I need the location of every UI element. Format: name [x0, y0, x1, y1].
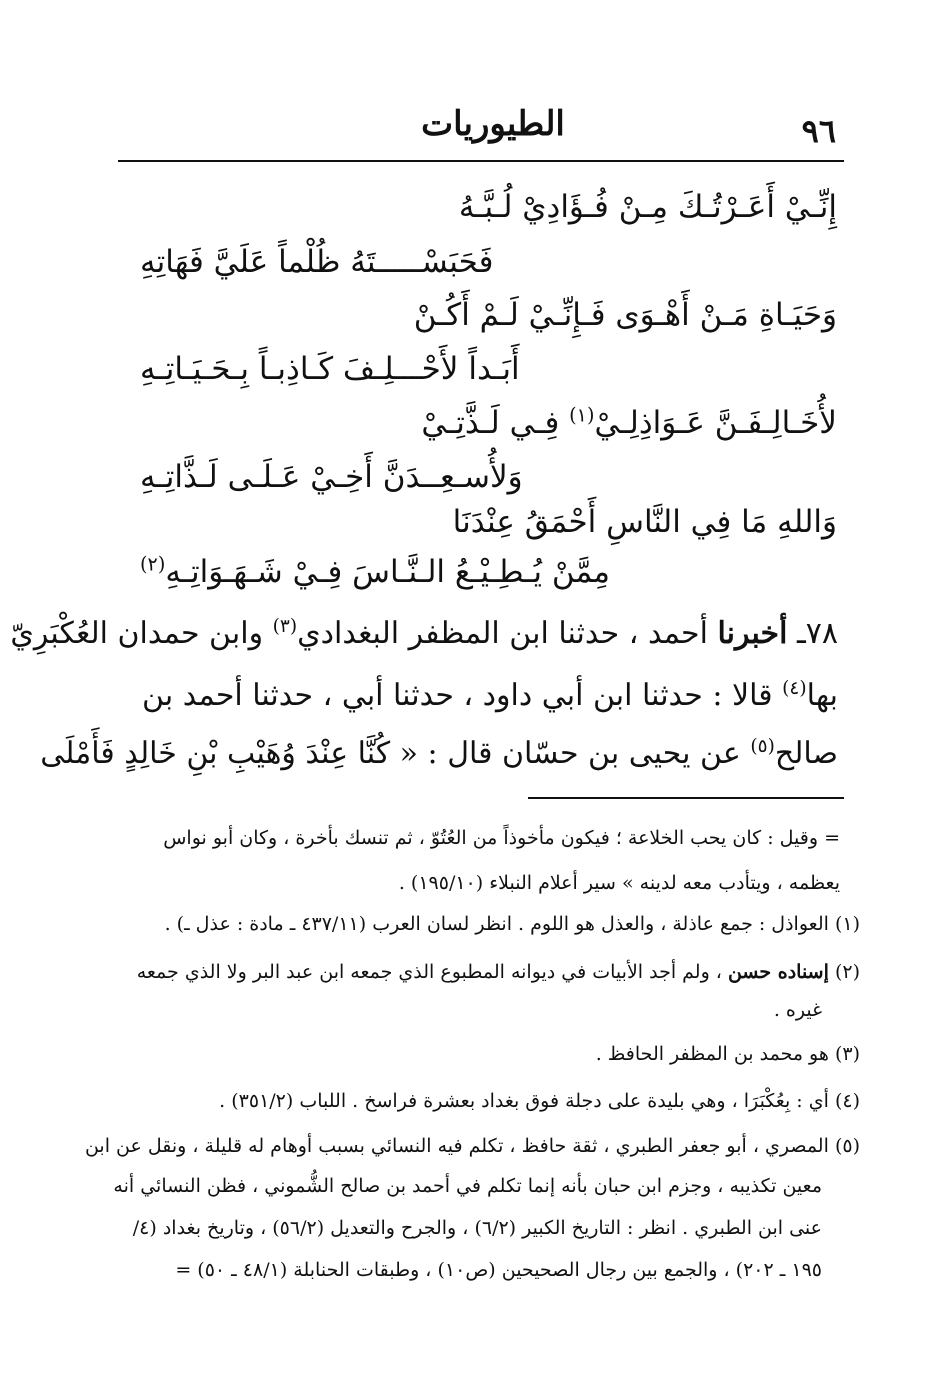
- footnote-4: [219, 1087, 860, 1115]
- narration-text: [10, 0, 838, 800]
- footnote-2-grading: إسناده حسن: [727, 961, 829, 983]
- footnote-3: [596, 1040, 860, 1068]
- footnote-separator: [528, 797, 844, 799]
- footnote-5-line-3: عنى ابن الطبري . انظر : التاريخ الكبير (٦/٢) ، والجرح والتعديل (٥٦/٢) ، وتاريخ بغداد (٤/: [132, 1217, 822, 1239]
- prose-line-2: [142, 676, 838, 716]
- footnote-ref-2: (٢): [140, 552, 166, 576]
- footnote-5: [85, 1132, 860, 1160]
- footnote-ref-5: (٥): [750, 736, 775, 757]
- prose-line-3-text-b: عن يحيى بن حسّان قال : « كُنَّا عِنْدَ وُهَيْبِ بْنِ خَالِدٍ فَأَمْلَى: [40, 736, 751, 771]
- footnote-2-text: ، ولم أجد الأبيات في ديوانه المطبوع الذي جمعه ابن عبد البر ولا الذي جمعه: [136, 961, 728, 983]
- verse-3-text-a: لأُخَـالِـفَـنَّ عَـوَاذِلِـيْ: [594, 405, 837, 441]
- footnote-3-text: هو محمد بن المظفر الحافظ .: [595, 1043, 829, 1065]
- footnote-continuation-line-2: يعظمه ، ويتأدب معه لدينه » سير أعلام النبلاء (١٩٥/١٠) .: [398, 872, 840, 894]
- footnote-1-number: (١): [834, 913, 860, 935]
- footnote-2-number: (٢): [834, 961, 860, 983]
- footnote-ref-1: (١): [569, 403, 595, 427]
- verse-1-first-hemistich: إِنِّـيْ أَعَـرْتُـكَ مِـنْ فُـؤَادِيْ لُـبَّـهُ: [458, 189, 837, 225]
- chain-keyword: أخبرنا: [717, 616, 788, 651]
- verse-1-second-hemistich: فَحَبَسْـــــتَهُ ظُلْماً عَلَيَّ فَهَاتِهِ: [140, 244, 494, 280]
- prose-line-1-text-a: أحمد ، حدثنا ابن المظفر البغدادي: [297, 616, 718, 651]
- verse-3-text-b: فِـي لَـذَّتِـيْ: [421, 405, 570, 441]
- hadith-number: ٧٨ـ: [787, 616, 838, 651]
- footnote-4-number: (٤): [834, 1090, 860, 1112]
- footnote-continuation-line-1: = وقيل : كان يحب الخلاعة ؛ فيكون مأخوذاً من العُتُوّ ، ثم تنسك بأخرة ، وكان أبو نواس: [163, 827, 840, 849]
- prose-line-1-text-b: وابن حمدان العُكْبَرِيّ: [10, 616, 273, 651]
- prose-line-3: [40, 734, 838, 774]
- footnote-4-text: أي : بِعُكْبَرَا ، وهي بليدة على دجلة فوق بغداد بعشرة فراسخ . اللباب (٣٥١/٢) .: [219, 1090, 829, 1112]
- footnote-5-line-4: ١٩٥ ـ ٢٠٢) ، والجمع بين رجال الصحيحين (ص١٠) ، وطبقات الحنابلة (٤٨/١ ـ ٥٠) =: [175, 1259, 822, 1281]
- footnote-ref-4: (٤): [782, 678, 807, 699]
- footnote-1-text: العواذل : جمع عاذلة ، والعذل هو اللوم . انظر لسان العرب (٤٣٧/١١ ـ مادة : عذل ـ) .: [164, 913, 829, 935]
- prose-line-2-text-b: قالا : حدثنا ابن أبي داود ، حدثنا أبي ، حدثنا أحمد بن: [142, 678, 783, 713]
- prose-line-3-text-a: صالح: [774, 736, 838, 771]
- footnote-1: [165, 910, 860, 938]
- footnote-5-line-2: معين تكذيبه ، وجزم ابن حبان بأنه إنما تكلم في أحمد بن صالح الشُّموني ، فظن النسائي أنه: [113, 1175, 822, 1197]
- verse-2-second-hemistich: أَبَـداً لأَحْـــلِـفَ كَـاذِبـاً بِـحَـيَـاتِـهِ: [140, 351, 520, 387]
- verse-4-text: مِمَّنْ يُـطِـيْـعُ الـنَّـاسَ فِـيْ شَـهَـوَاتِـهِ: [165, 554, 611, 590]
- footnote-2: [137, 958, 860, 986]
- footnote-ref-3: (٣): [272, 616, 298, 637]
- verse-2-first-hemistich: وَحَيَـاةِ مَـنْ أَهْـوَى فَـإِنِّـيْ لَـمْ أَكُـنْ: [413, 297, 837, 333]
- footnote-3-number: (٣): [834, 1043, 860, 1065]
- running-title: الطيوريات: [421, 104, 565, 144]
- page-number: ٩٦: [801, 112, 836, 150]
- verse-4-first-hemistich: وَاللهِ مَا فِي النَّاسِ أَحْمَقُ عِنْدَنَا: [452, 504, 837, 540]
- verse-3-second-hemistich: وَلأُسـعِــدَنَّ أَخِـيْ عَـلَـى لَـذَّاتِـهِ: [140, 459, 523, 495]
- prose-line-2-text-a: بها: [806, 678, 838, 713]
- footnote-2-line-2: غيره .: [773, 999, 822, 1021]
- footnote-5-number: (٥): [834, 1135, 860, 1157]
- footnote-5-text: المصري ، أبو جعفر الطبري ، ثقة حافظ ، تكلم فيه النسائي بسبب أوهام له قليلة ، ونقل عن ابن: [84, 1135, 829, 1157]
- prose-line-1: [10, 614, 838, 654]
